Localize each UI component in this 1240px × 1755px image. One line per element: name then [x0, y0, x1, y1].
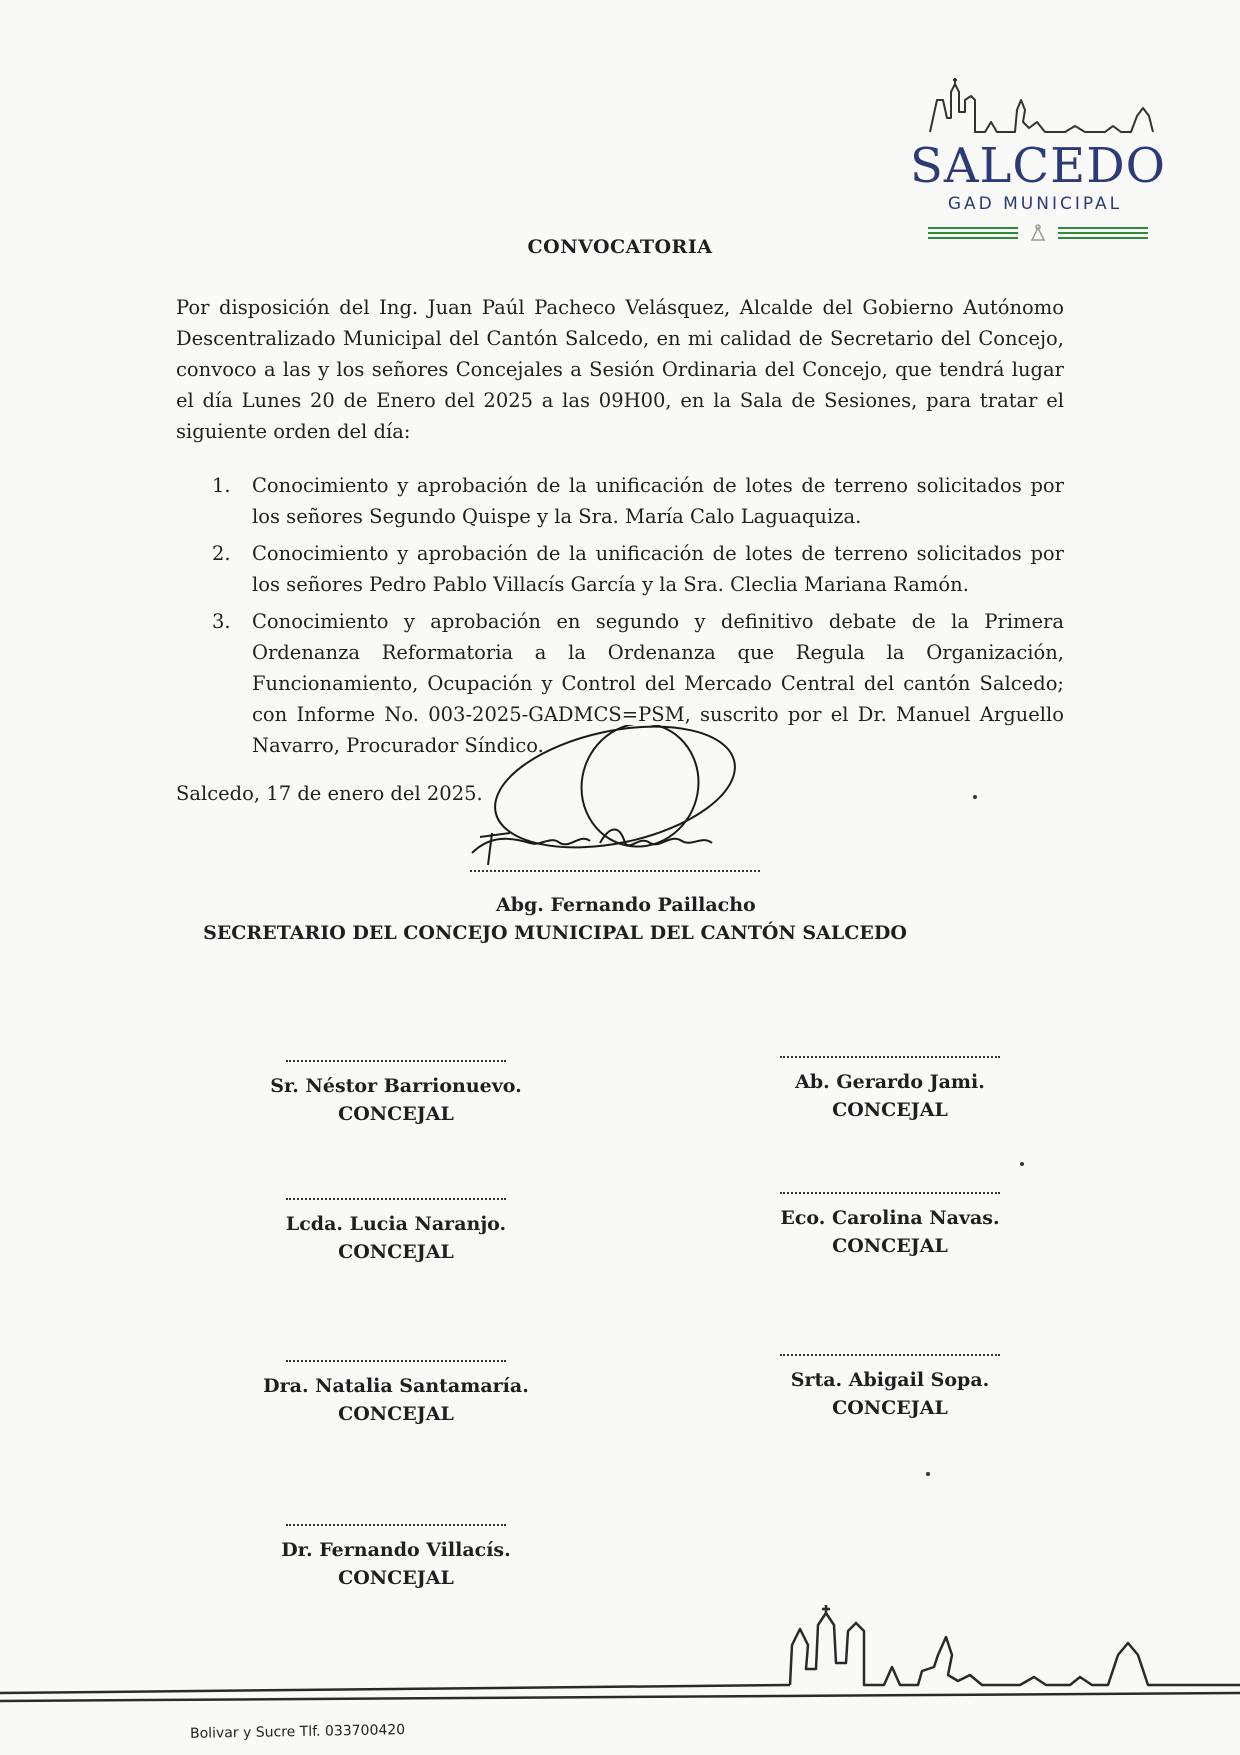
councilor-signature-block — [246, 1360, 546, 1428]
signatory-name: Abg. Fernando Paillacho — [496, 894, 756, 916]
agenda-item-text: Conocimiento y aprobación de la unificación de lotes de terreno solicitados por los señores Pedro Pablo Villacís García y la Sra. Cleclia Mariana Ramón. — [252, 542, 1064, 596]
signature-line — [780, 1192, 1000, 1194]
signature-line — [286, 1524, 506, 1526]
signature-line — [780, 1056, 1000, 1058]
handwritten-signature-icon — [470, 725, 790, 875]
intro-paragraph: Por disposición del Ing. Juan Paúl Pacheco Velásquez, Alcalde del Gobierno Autónomo Descentralizado Municipal del Cantón Salcedo, en mi calidad de Secretario del Concejo, convoco a las y los señores Concejales a Sesión Ordinaria del Concejo, que tendrá lugar el día Lunes 20 de Enero del 2025 a las 09H00, en la Sala de Sesiones, para tratar el siguiente orden del día: — [176, 296, 1064, 443]
scan-speck — [973, 795, 977, 799]
councilor-role: CONCEJAL — [832, 1235, 948, 1257]
footer-address: Bolivar y Sucre Tlf. 033700420 — [189, 1722, 406, 1742]
councilor-name: Eco. Carolina Navas. — [780, 1207, 1000, 1229]
signature-line — [286, 1198, 506, 1200]
salcedo-logo — [910, 70, 1167, 250]
agenda-item-text: Conocimiento y aprobación en segundo y definitivo debate de la Primera Ordenanza Reformatoria a la Ordenanza que Regula la Organización, Funcionamiento, Ocupación y Control del Mercado Central del cantón Salcedo; con Informe No. 003-2025-GADMCS=PSM, suscrito por el Dr. Manuel Arguello Navarro, Procurador Síndico. — [252, 610, 1064, 757]
councilor-signature-block — [740, 1192, 1040, 1260]
city-skyline-icon — [925, 70, 1155, 140]
councilor-name: Ab. Gerardo Jami. — [795, 1071, 985, 1093]
councilor-signature-block — [740, 1056, 1040, 1124]
logo-wordmark: SALCEDO — [910, 138, 1167, 194]
councilor-name: Sr. Néstor Barrionuevo. — [270, 1075, 522, 1097]
councilor-role: CONCEJAL — [338, 1241, 454, 1263]
councilor-signature-block — [246, 1060, 546, 1128]
signature-line — [470, 870, 760, 872]
councilor-role: CONCEJAL — [832, 1099, 948, 1121]
councilor-name: Dra. Natalia Santamaría. — [263, 1375, 529, 1397]
councilor-signature-block — [246, 1524, 546, 1592]
agenda-item-number: 1. — [212, 474, 231, 497]
scan-speck — [1020, 1162, 1024, 1166]
councilor-name: Dr. Fernando Villacís. — [281, 1539, 511, 1561]
agenda-item — [212, 538, 1064, 600]
councilor-name: Lcda. Lucia Naranjo. — [285, 1213, 507, 1235]
signature-line — [286, 1060, 506, 1062]
councilor-role: CONCEJAL — [338, 1103, 454, 1125]
scan-speck — [926, 1472, 930, 1476]
signature-line — [286, 1360, 506, 1362]
agenda-item-text: Conocimiento y aprobación de la unificación de lotes de terreno solicitados por los señores Segundo Quispe y la Sra. María Calo Laguaquiza. — [252, 474, 1064, 528]
councilor-role: CONCEJAL — [338, 1403, 454, 1425]
place-date: Salcedo, 17 de enero del 2025. — [176, 782, 483, 805]
logo-subtitle: GAD MUNICIPAL — [947, 194, 1123, 214]
signatory-role: SECRETARIO DEL CONCEJO MUNICIPAL DEL CANTÓN SALCEDO — [203, 922, 907, 944]
agenda-item — [212, 470, 1064, 532]
councilor-signature-block — [246, 1198, 546, 1266]
agenda-list — [212, 470, 1064, 767]
document-title: CONVOCATORIA — [527, 236, 713, 258]
councilor-role: CONCEJAL — [338, 1567, 454, 1589]
agenda-item-number: 3. — [212, 610, 231, 633]
agenda-item-number: 2. — [212, 542, 231, 565]
councilor-signature-block — [740, 1354, 1040, 1422]
signature-line — [780, 1354, 1000, 1356]
councilor-name: Srta. Abigail Sopa. — [790, 1369, 990, 1391]
councilor-role: CONCEJAL — [832, 1397, 948, 1419]
footer-skyline-icon — [0, 1585, 1240, 1715]
